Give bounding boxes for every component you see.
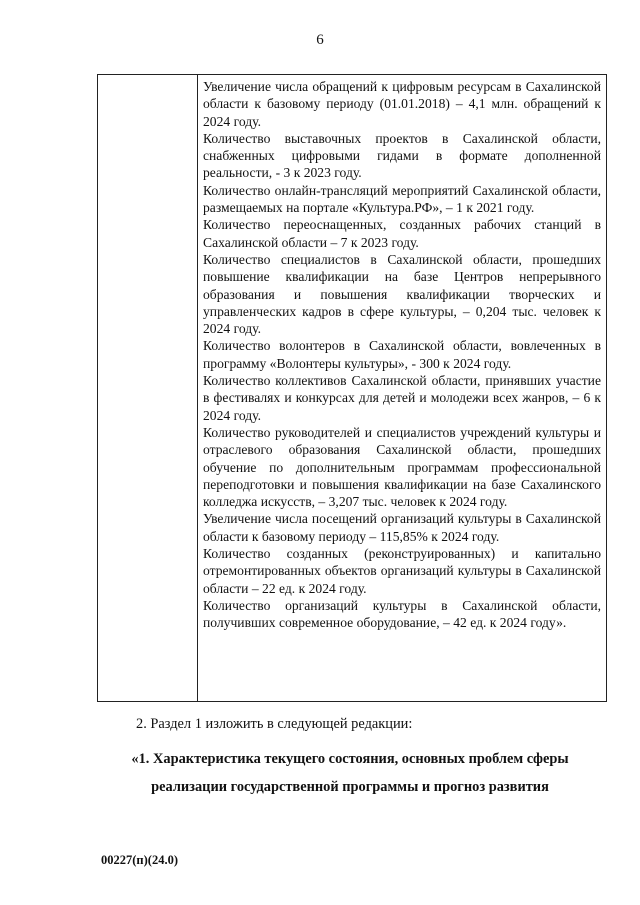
table-paragraph: Количество волонтеров в Сахалинской области, вовлеченных в программу «Волонтеры культуры», - 300 к 2024 году. xyxy=(203,338,601,371)
table-paragraph: Увеличение числа посещений организаций культуры в Сахалинской области к базовому периоду – 115,85% к 2024 году. xyxy=(203,511,601,544)
table-paragraph: Количество созданных (реконструированных) и капитально отремонтированных объектов организаций культуры в Сахалинской области – 22 ед. к 2024 году. xyxy=(203,546,601,596)
table-paragraph: Количество переоснащенных, созданных рабочих станций в Сахалинской области – 7 к 2023 году. xyxy=(203,217,601,250)
indicators-table xyxy=(97,74,607,702)
table-paragraph: Количество выставочных проектов в Сахалинской области, снабженных цифровыми гидами в формате дополненной реальности, - 3 к 2023 году. xyxy=(203,130,601,181)
section-heading xyxy=(110,745,590,801)
section-heading-line: «1. Характеристика текущего состояния, основных проблем сферы xyxy=(131,751,569,767)
table-column-divider xyxy=(197,75,198,701)
section-heading-line: реализации государственной программы и прогноз развития xyxy=(151,779,549,795)
table-paragraph: Количество организаций культуры в Сахалинской области, получивших современное оборудование, – 42 ед. к 2024 году». xyxy=(203,597,601,631)
table-paragraph: Увеличение числа обращений к цифровым ресурсам в Сахалинской области к базовому периоду (01.01.2018) – 4,1 млн. обращений к 2024 году. xyxy=(203,79,601,129)
amendment-instruction: 2. Раздел 1 изложить в следующей редакции: xyxy=(136,716,413,732)
table-paragraph: Количество онлайн-трансляций мероприятий Сахалинской области, размещаемых на портале «Культура.РФ», – 1 к 2021 году. xyxy=(203,182,601,216)
document-code: 00227(п)(24.0) xyxy=(101,853,178,867)
table-paragraph: Количество коллективов Сахалинской области, принявших участие в фестивалях и конкурсах для детей и молодежи всех жанров, – 6 к 2024 году. xyxy=(203,373,601,423)
table-paragraph: Количество руководителей и специалистов учреждений культуры и отраслевого образования Сахалинской области, прошедших обучение по дополнительным программам профессиональной переподготовки и повышения квалификации на базе Сахалинского колледжа искусств, – 3,207 тыс. человек к 2024 году. xyxy=(203,424,601,510)
page-number: 6 xyxy=(316,32,324,48)
table-text-cell xyxy=(203,78,601,632)
table-paragraph: Количество специалистов в Сахалинской области, прошедших повышение квалификации на базе Центров непрерывного образования и повышения квалификации творческих и управленческих кадров в сфере культуры, – 0,204 тыс. человек к 2024 году. xyxy=(203,251,601,337)
